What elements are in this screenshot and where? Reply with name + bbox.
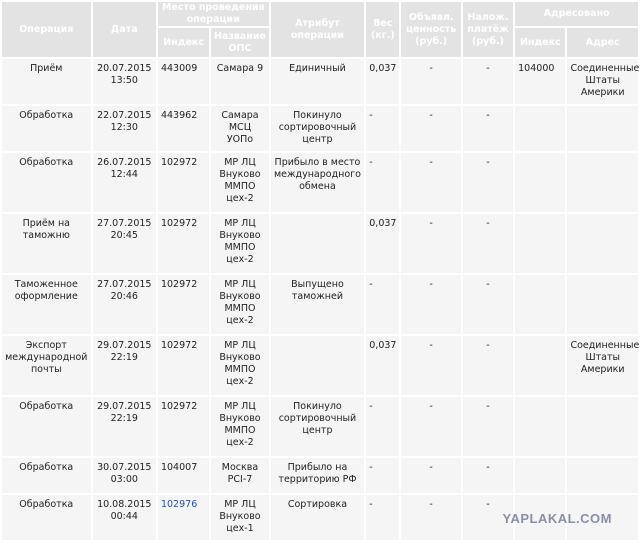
index-link[interactable]: 102976 bbox=[160, 499, 198, 510]
cell-operation: Обработка bbox=[2, 495, 91, 540]
col-addr-address: Адрес bbox=[567, 28, 638, 57]
cell-attribute: Покинуло сортировочный центр bbox=[271, 106, 365, 151]
col-cod: Налож. платёж (руб.) bbox=[463, 2, 513, 57]
table-row bbox=[2, 336, 638, 395]
cell-weight: 0,037 bbox=[366, 336, 399, 395]
cell-date: 27.07.2015 20:46 bbox=[93, 275, 156, 334]
cell-addr-index bbox=[515, 214, 565, 273]
cell-attribute: Сортировка bbox=[271, 495, 365, 540]
col-declared-value: Объявл. ценность (руб.) bbox=[401, 2, 460, 57]
cell-weight: - bbox=[366, 397, 399, 456]
cell-index: 102972 bbox=[158, 275, 209, 334]
cell-place: Самара МСЦ УОПо bbox=[211, 106, 268, 151]
col-place-group: Место проведения операции bbox=[158, 2, 269, 26]
cell-declared-value: - bbox=[401, 106, 460, 151]
cell-operation: Обработка bbox=[2, 153, 91, 212]
cell-attribute: Выпущено таможней bbox=[271, 275, 365, 334]
cell-attribute bbox=[271, 214, 365, 273]
cell-date: 30.07.2015 03:00 bbox=[93, 458, 156, 493]
cell-place: МР ЛЦ Внуково ММПО цех-2 bbox=[211, 153, 268, 212]
cell-index: 102972 bbox=[158, 214, 209, 273]
cell-operation: Обработка bbox=[2, 106, 91, 151]
cell-declared-value: - bbox=[401, 336, 460, 395]
cell-place: Москва PCI-7 bbox=[211, 458, 268, 493]
cell-index bbox=[158, 495, 209, 540]
cell-index: 104007 bbox=[158, 458, 209, 493]
cell-cod: - bbox=[463, 153, 513, 212]
cell-cod: - bbox=[463, 336, 513, 395]
cell-index: 102972 bbox=[158, 153, 209, 212]
cell-addr-address: Соединенные Штаты Америки bbox=[567, 336, 638, 395]
cell-cod: - bbox=[463, 214, 513, 273]
cell-place: МР ЛЦ Внуково ММПО цех-2 bbox=[211, 336, 268, 395]
cell-addr-address bbox=[567, 458, 638, 493]
table-row bbox=[2, 458, 638, 493]
cell-date: 29.07.2015 22:19 bbox=[93, 397, 156, 456]
cell-place: МР ЛЦ Внуково ММПО цех-2 bbox=[211, 275, 268, 334]
cell-declared-value: - bbox=[401, 275, 460, 334]
cell-operation: Таможенное оформление bbox=[2, 275, 91, 334]
cell-place: МР ЛЦ Внуково ММПО цех-2 bbox=[211, 214, 268, 273]
cell-index: 443009 bbox=[158, 59, 209, 104]
table-row bbox=[2, 275, 638, 334]
cell-cod: - bbox=[463, 59, 513, 104]
cell-operation: Приём bbox=[2, 59, 91, 104]
table-row bbox=[2, 106, 638, 151]
col-place-index: Индекс bbox=[158, 28, 209, 57]
cell-addr-index: 104000 bbox=[515, 59, 565, 104]
cell-addr-index bbox=[515, 336, 565, 395]
cell-date: 20.07.2015 13:50 bbox=[93, 59, 156, 104]
cell-operation: Обработка bbox=[2, 458, 91, 493]
cell-weight: - bbox=[366, 495, 399, 540]
cell-date: 26.07.2015 12:44 bbox=[93, 153, 156, 212]
cell-declared-value: - bbox=[401, 59, 460, 104]
cell-place: МР ЛЦ Внуково цех-1 bbox=[211, 495, 268, 540]
cell-weight: - bbox=[366, 153, 399, 212]
cell-weight: - bbox=[366, 106, 399, 151]
cell-place: Самара 9 bbox=[211, 59, 268, 104]
cell-attribute: Прибыло на территорию РФ bbox=[271, 458, 365, 493]
cell-addr-index bbox=[515, 458, 565, 493]
cell-declared-value: - bbox=[401, 153, 460, 212]
table-row bbox=[2, 397, 638, 456]
watermark: YAPLAKAL.COM bbox=[502, 511, 612, 526]
col-date: Дата bbox=[93, 2, 156, 57]
cell-date: 27.07.2015 20:45 bbox=[93, 214, 156, 273]
cell-attribute: Прибыло в место международного обмена bbox=[271, 153, 365, 212]
cell-cod: - bbox=[463, 397, 513, 456]
cell-operation: Приём на таможню bbox=[2, 214, 91, 273]
cell-addr-index bbox=[515, 275, 565, 334]
cell-addr-address: Соединенные Штаты Америки bbox=[567, 59, 638, 104]
cell-cod: - bbox=[463, 458, 513, 493]
cell-date: 10.08.2015 00:44 bbox=[93, 495, 156, 540]
cell-weight: - bbox=[366, 275, 399, 334]
cell-addr-address bbox=[567, 153, 638, 212]
cell-declared-value: - bbox=[401, 495, 460, 540]
cell-declared-value: - bbox=[401, 458, 460, 493]
cell-attribute: Единичный bbox=[271, 59, 365, 104]
table-row bbox=[2, 214, 638, 273]
col-addressed-group: Адресовано bbox=[515, 2, 638, 26]
cell-weight: - bbox=[366, 458, 399, 493]
cell-operation: Обработка bbox=[2, 397, 91, 456]
col-weight: Вес (кг.) bbox=[366, 2, 399, 57]
header-row-top bbox=[2, 2, 638, 26]
cell-attribute bbox=[271, 336, 365, 395]
table-body bbox=[2, 59, 638, 540]
cell-addr-address bbox=[567, 214, 638, 273]
cell-attribute: Покинуло сортировочный центр bbox=[271, 397, 365, 456]
cell-addr-index bbox=[515, 397, 565, 456]
cell-weight: 0,037 bbox=[366, 59, 399, 104]
cell-operation: Экспорт международной почты bbox=[2, 336, 91, 395]
cell-date: 29.07.2015 22:19 bbox=[93, 336, 156, 395]
cell-date: 22.07.2015 12:30 bbox=[93, 106, 156, 151]
cell-cod: - bbox=[463, 106, 513, 151]
cell-cod: - bbox=[463, 495, 513, 540]
cell-addr-index bbox=[515, 106, 565, 151]
table-row bbox=[2, 153, 638, 212]
cell-index: 102972 bbox=[158, 397, 209, 456]
cell-addr-address bbox=[567, 275, 638, 334]
cell-addr-address bbox=[567, 106, 638, 151]
col-addr-index: Индекс bbox=[515, 28, 565, 57]
cell-weight: 0,037 bbox=[366, 214, 399, 273]
table-row bbox=[2, 59, 638, 104]
cell-place: МР ЛЦ Внуково ММПО цех-2 bbox=[211, 397, 268, 456]
col-operation: Операция bbox=[2, 2, 91, 57]
col-attribute: Атрибут операции bbox=[271, 2, 365, 57]
cell-addr-address bbox=[567, 397, 638, 456]
cell-cod: - bbox=[463, 275, 513, 334]
cell-addr-index bbox=[515, 153, 565, 212]
cell-index: 102972 bbox=[158, 336, 209, 395]
col-place-name: Название ОПС bbox=[211, 28, 268, 57]
cell-index: 443962 bbox=[158, 106, 209, 151]
cell-declared-value: - bbox=[401, 214, 460, 273]
cell-declared-value: - bbox=[401, 397, 460, 456]
